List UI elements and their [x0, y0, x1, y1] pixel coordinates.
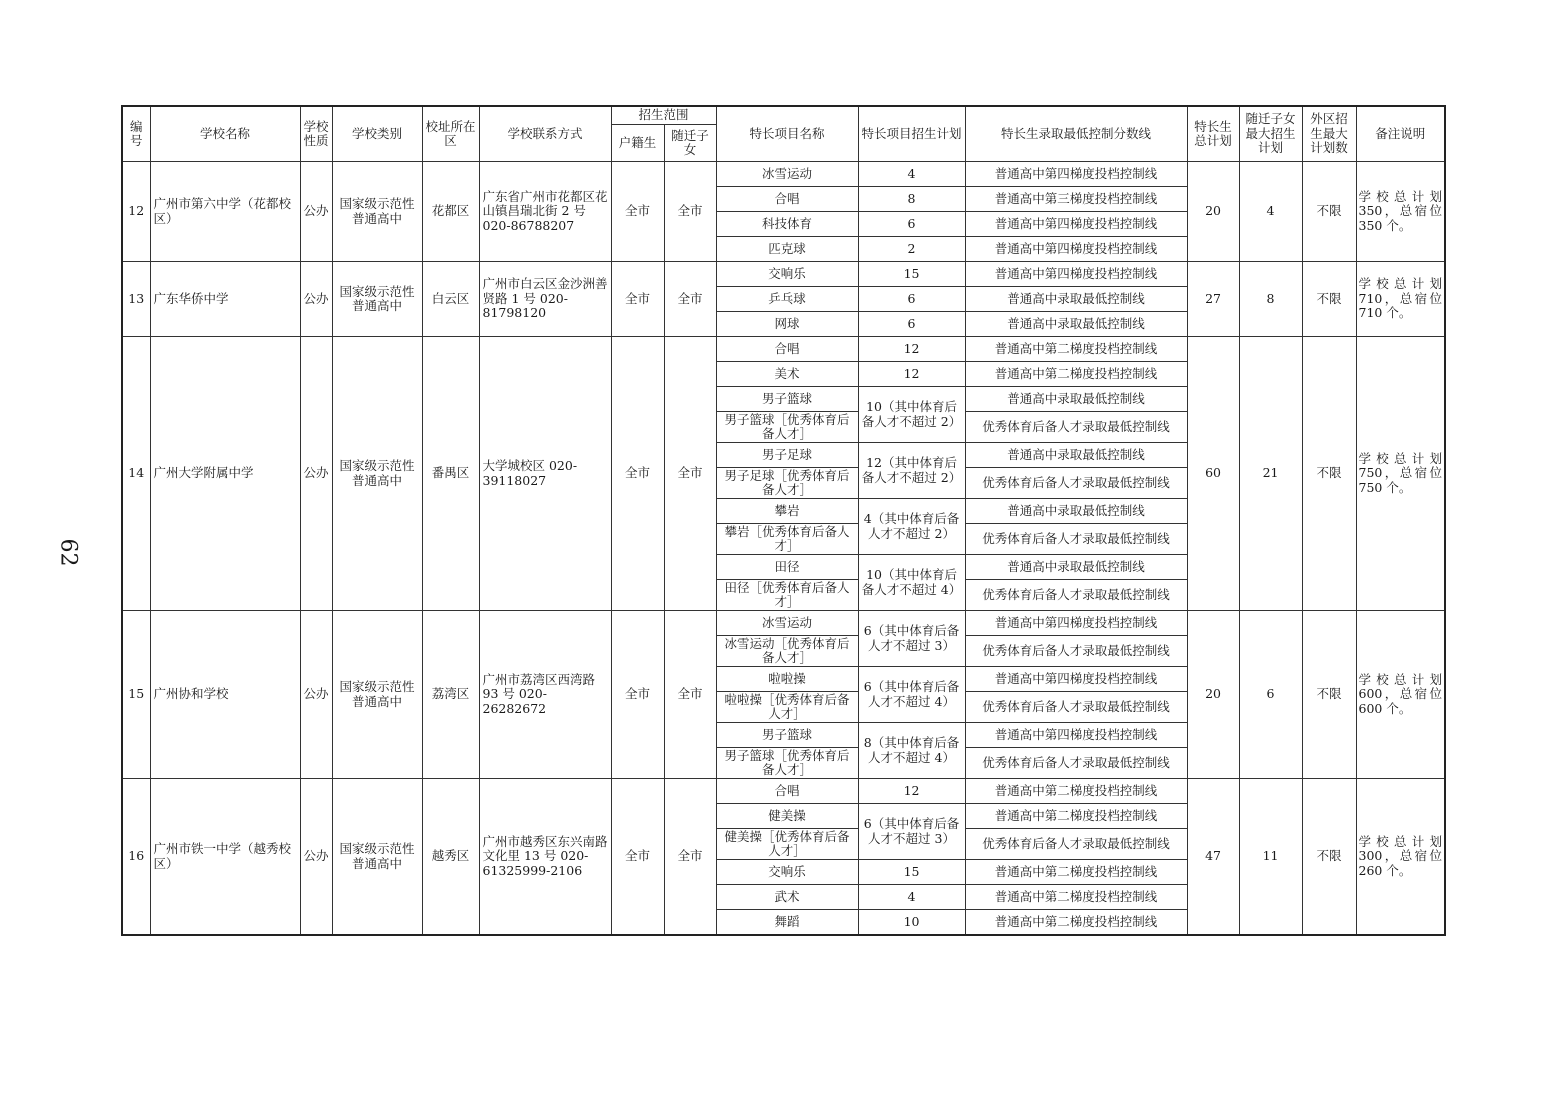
- outside-max: 不限: [1302, 162, 1356, 262]
- school-name: 广州市第六中学（花都校区）: [150, 162, 300, 262]
- min-score-line: 优秀体育后备人才录取最低控制线: [965, 524, 1187, 555]
- total-plan: 20: [1187, 611, 1239, 779]
- school-category: 国家级示范性普通高中: [332, 611, 422, 779]
- project-name: 男子篮球: [716, 387, 858, 412]
- project-plan: 15: [858, 262, 965, 287]
- project-plan: 6（其中体育后备人才不超过 3）: [858, 804, 965, 860]
- project-name: 田径［优秀体育后备人才］: [716, 580, 858, 611]
- school-district: 花都区: [422, 162, 479, 262]
- project-name: 男子篮球［优秀体育后备人才］: [716, 412, 858, 443]
- migrant-max: 11: [1239, 779, 1302, 936]
- school-nature: 公办: [300, 611, 332, 779]
- header-nature: 学校性质: [300, 106, 332, 162]
- min-score-line: 优秀体育后备人才录取最低控制线: [965, 468, 1187, 499]
- project-name: 交响乐: [716, 262, 858, 287]
- school-contact: 广东省广州市花都区花山镇昌瑞北街 2 号 020-86788207: [479, 162, 611, 262]
- project-name: 合唱: [716, 187, 858, 212]
- project-plan: 10（其中体育后备人才不超过 4）: [858, 555, 965, 611]
- school-no: 12: [122, 162, 150, 262]
- header-scope: 招生范围: [611, 106, 716, 125]
- school-district: 荔湾区: [422, 611, 479, 779]
- table-row: [122, 337, 1445, 362]
- min-score-line: 普通高中录取最低控制线: [965, 555, 1187, 580]
- scope-migrant: 全市: [664, 262, 716, 337]
- project-name: 男子足球［优秀体育后备人才］: [716, 468, 858, 499]
- project-plan: 12: [858, 362, 965, 387]
- project-name: 合唱: [716, 779, 858, 804]
- project-name: 啦啦操［优秀体育后备人才］: [716, 692, 858, 723]
- total-plan: 20: [1187, 162, 1239, 262]
- scope-migrant: 全市: [664, 337, 716, 611]
- scope-migrant: 全市: [664, 779, 716, 936]
- min-score-line: 普通高中录取最低控制线: [965, 443, 1187, 468]
- header-contact: 学校联系方式: [479, 106, 611, 162]
- project-name: 科技体育: [716, 212, 858, 237]
- project-plan: 6（其中体育后备人才不超过 3）: [858, 611, 965, 667]
- min-score-line: 优秀体育后备人才录取最低控制线: [965, 636, 1187, 667]
- min-score-line: 普通高中录取最低控制线: [965, 312, 1187, 337]
- header-total-plan: 特长生总计划: [1187, 106, 1239, 162]
- school-category: 国家级示范性普通高中: [332, 262, 422, 337]
- project-plan: 4: [858, 885, 965, 910]
- project-plan: 10: [858, 910, 965, 936]
- project-name: 交响乐: [716, 860, 858, 885]
- min-score-line: 普通高中第二梯度投档控制线: [965, 804, 1187, 829]
- table-row: [122, 162, 1445, 187]
- project-name: 冰雪运动: [716, 162, 858, 187]
- project-name: 男子篮球: [716, 723, 858, 748]
- project-name: 冰雪运动: [716, 611, 858, 636]
- school-name: 广州协和学校: [150, 611, 300, 779]
- project-name: 乒乓球: [716, 287, 858, 312]
- project-plan: 12（其中体育后备人才不超过 2）: [858, 443, 965, 499]
- project-plan: 10（其中体育后备人才不超过 2）: [858, 387, 965, 443]
- school-contact: 广州市越秀区东兴南路文化里 13 号 020-61325999-2106: [479, 779, 611, 936]
- total-plan: 27: [1187, 262, 1239, 337]
- total-plan: 47: [1187, 779, 1239, 936]
- school-district: 番禺区: [422, 337, 479, 611]
- scope-hukou: 全市: [611, 337, 664, 611]
- school-contact: 大学城校区 020-39118027: [479, 337, 611, 611]
- project-plan: 4（其中体育后备人才不超过 2）: [858, 499, 965, 555]
- header-scope-hukou: 户籍生: [611, 125, 664, 162]
- migrant-max: 4: [1239, 162, 1302, 262]
- school-nature: 公办: [300, 162, 332, 262]
- min-score-line: 优秀体育后备人才录取最低控制线: [965, 692, 1187, 723]
- min-score-line: 普通高中第二梯度投档控制线: [965, 779, 1187, 804]
- school-name: 广东华侨中学: [150, 262, 300, 337]
- min-score-line: 普通高中第四梯度投档控制线: [965, 212, 1187, 237]
- school-contact: 广州市荔湾区西湾路 93 号 020-26282672: [479, 611, 611, 779]
- admissions-table: [121, 105, 1446, 936]
- migrant-max: 21: [1239, 337, 1302, 611]
- min-score-line: 优秀体育后备人才录取最低控制线: [965, 412, 1187, 443]
- table-row: [122, 262, 1445, 287]
- school-category: 国家级示范性普通高中: [332, 162, 422, 262]
- min-score-line: 普通高中第四梯度投档控制线: [965, 667, 1187, 692]
- min-score-line: 优秀体育后备人才录取最低控制线: [965, 829, 1187, 860]
- page-number: 62: [55, 538, 81, 567]
- project-name: 男子足球: [716, 443, 858, 468]
- min-score-line: 普通高中第二梯度投档控制线: [965, 885, 1187, 910]
- min-score-line: 普通高中录取最低控制线: [965, 287, 1187, 312]
- total-plan: 60: [1187, 337, 1239, 611]
- min-score-line: 普通高中第二梯度投档控制线: [965, 362, 1187, 387]
- min-score-line: 普通高中第四梯度投档控制线: [965, 611, 1187, 636]
- project-plan: 4: [858, 162, 965, 187]
- project-name: 健美操: [716, 804, 858, 829]
- scope-hukou: 全市: [611, 162, 664, 262]
- project-name: 匹克球: [716, 237, 858, 262]
- min-score-line: 优秀体育后备人才录取最低控制线: [965, 580, 1187, 611]
- project-plan: 6: [858, 312, 965, 337]
- min-score-line: 普通高中第二梯度投档控制线: [965, 910, 1187, 936]
- project-name: 美术: [716, 362, 858, 387]
- project-plan: 6（其中体育后备人才不超过 4）: [858, 667, 965, 723]
- project-plan: 15: [858, 860, 965, 885]
- project-plan: 12: [858, 337, 965, 362]
- remarks: 学校总计划 350，总宿位 350 个。: [1356, 162, 1445, 262]
- migrant-max: 6: [1239, 611, 1302, 779]
- school-no: 14: [122, 337, 150, 611]
- scope-hukou: 全市: [611, 262, 664, 337]
- project-name: 冰雪运动［优秀体育后备人才］: [716, 636, 858, 667]
- header-migrant-max: 随迁子女最大招生计划: [1239, 106, 1302, 162]
- project-name: 田径: [716, 555, 858, 580]
- school-name: 广州大学附属中学: [150, 337, 300, 611]
- table-body: [122, 162, 1445, 936]
- remarks: 学校总计划 600，总宿位 600 个。: [1356, 611, 1445, 779]
- header-min-score: 特长生录取最低控制分数线: [965, 106, 1187, 162]
- scope-hukou: 全市: [611, 779, 664, 936]
- outside-max: 不限: [1302, 262, 1356, 337]
- outside-max: 不限: [1302, 611, 1356, 779]
- project-plan: 6: [858, 287, 965, 312]
- project-name: 啦啦操: [716, 667, 858, 692]
- header-school-name: 学校名称: [150, 106, 300, 162]
- scope-migrant: 全市: [664, 611, 716, 779]
- min-score-line: 普通高中第二梯度投档控制线: [965, 337, 1187, 362]
- min-score-line: 优秀体育后备人才录取最低控制线: [965, 748, 1187, 779]
- remarks: 学校总计划 750，总宿位 750 个。: [1356, 337, 1445, 611]
- header-remarks: 备注说明: [1356, 106, 1445, 162]
- min-score-line: 普通高中录取最低控制线: [965, 499, 1187, 524]
- school-district: 越秀区: [422, 779, 479, 936]
- school-name: 广州市铁一中学（越秀校区）: [150, 779, 300, 936]
- outside-max: 不限: [1302, 779, 1356, 936]
- school-category: 国家级示范性普通高中: [332, 337, 422, 611]
- scope-hukou: 全市: [611, 611, 664, 779]
- school-category: 国家级示范性普通高中: [332, 779, 422, 936]
- min-score-line: 普通高中第四梯度投档控制线: [965, 723, 1187, 748]
- min-score-line: 普通高中第四梯度投档控制线: [965, 162, 1187, 187]
- min-score-line: 普通高中第三梯度投档控制线: [965, 187, 1187, 212]
- header-outside-max: 外区招生最大计划数: [1302, 106, 1356, 162]
- project-plan: 2: [858, 237, 965, 262]
- migrant-max: 8: [1239, 262, 1302, 337]
- min-score-line: 普通高中录取最低控制线: [965, 387, 1187, 412]
- school-no: 16: [122, 779, 150, 936]
- project-name: 舞蹈: [716, 910, 858, 936]
- header-scope-migrant: 随迁子女: [664, 125, 716, 162]
- project-name: 合唱: [716, 337, 858, 362]
- project-plan: 8: [858, 187, 965, 212]
- school-contact: 广州市白云区金沙洲善贤路 1 号 020-81798120: [479, 262, 611, 337]
- header-no: 编号: [122, 106, 150, 162]
- header-category: 学校类别: [332, 106, 422, 162]
- project-plan: 12: [858, 779, 965, 804]
- scope-migrant: 全市: [664, 162, 716, 262]
- project-name: 攀岩: [716, 499, 858, 524]
- project-name: 男子篮球［优秀体育后备人才］: [716, 748, 858, 779]
- table-header: [122, 106, 1445, 162]
- project-plan: 8（其中体育后备人才不超过 4）: [858, 723, 965, 779]
- school-nature: 公办: [300, 337, 332, 611]
- project-plan: 6: [858, 212, 965, 237]
- school-no: 13: [122, 262, 150, 337]
- min-score-line: 普通高中第四梯度投档控制线: [965, 237, 1187, 262]
- remarks: 学校总计划 300，总宿位 260 个。: [1356, 779, 1445, 936]
- table-row: [122, 611, 1445, 636]
- remarks: 学校总计划 710，总宿位 710 个。: [1356, 262, 1445, 337]
- header-project-plan: 特长项目招生计划: [858, 106, 965, 162]
- min-score-line: 普通高中第四梯度投档控制线: [965, 262, 1187, 287]
- school-nature: 公办: [300, 262, 332, 337]
- outside-max: 不限: [1302, 337, 1356, 611]
- school-nature: 公办: [300, 779, 332, 936]
- school-no: 15: [122, 611, 150, 779]
- school-district: 白云区: [422, 262, 479, 337]
- project-name: 健美操［优秀体育后备人才］: [716, 829, 858, 860]
- header-district: 校址所在区: [422, 106, 479, 162]
- project-name: 网球: [716, 312, 858, 337]
- project-name: 攀岩［优秀体育后备人才］: [716, 524, 858, 555]
- min-score-line: 普通高中第二梯度投档控制线: [965, 860, 1187, 885]
- project-name: 武术: [716, 885, 858, 910]
- table-row: [122, 779, 1445, 804]
- header-project: 特长项目名称: [716, 106, 858, 162]
